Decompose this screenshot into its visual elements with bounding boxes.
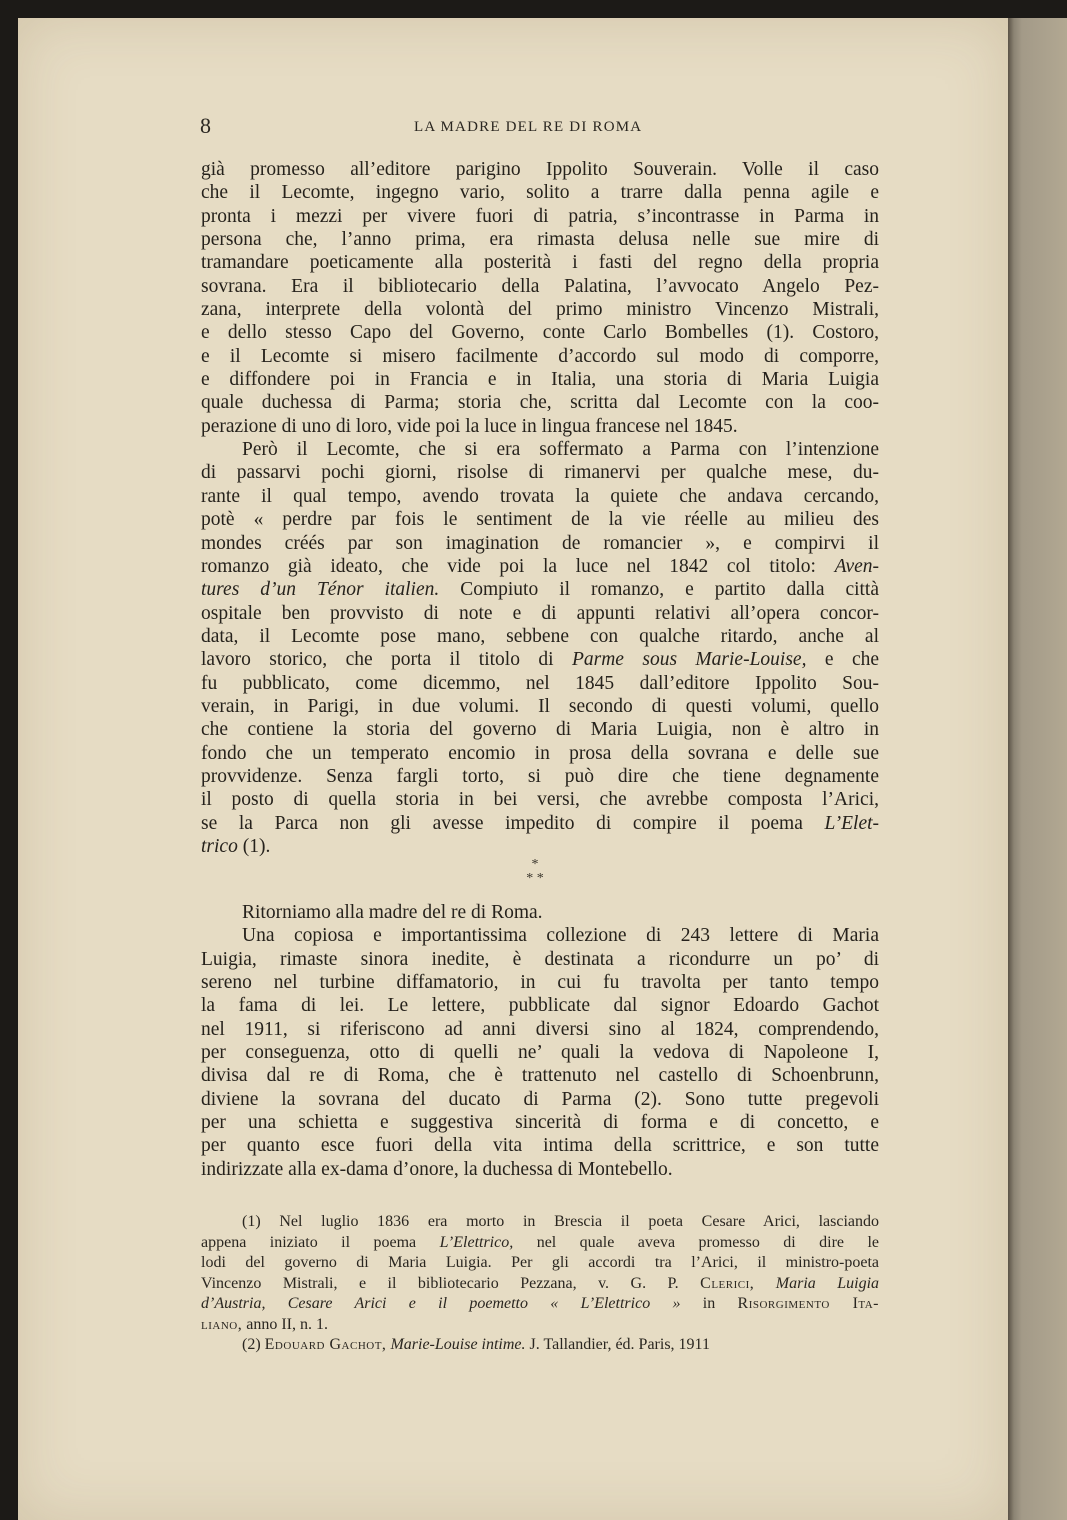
text-line: che contiene la storia del governo di Maria Luigia, non è altro in <box>201 719 879 741</box>
facing-page-edge <box>1008 18 1067 1520</box>
text-line: che il Lecomte, ingegno vario, solito a trarre dalla penna agile e <box>201 182 879 204</box>
asterism-top: * <box>531 857 539 872</box>
text-line <box>201 555 879 578</box>
text-segment: Compiuto il romanzo, e partito dalla città <box>460 579 880 601</box>
footnote-line: lodi del governo di Maria Luigia. Per gli accordi tra l’Arici, il ministro-poeta <box>201 1254 879 1271</box>
book-title: tures d’un Ténor italien. <box>201 579 440 601</box>
text-line <box>201 648 879 671</box>
footnote-number: (2) <box>242 1336 261 1353</box>
text-segment: se la Parca non gli avesse impedito di compire il poema <box>201 812 803 834</box>
text-line: fu pubblicato, come dicemmo, nel 1845 dall’editore Ippolito Sou- <box>201 672 879 694</box>
text-line: zana, interprete della volontà del primo ministro Vincenzo Mistrali, <box>201 299 879 321</box>
text-line: e il Lecomte si misero facilmente d’accordo sul modo di comporre, <box>201 345 879 367</box>
text-segment: romanzo già ideato, che vide poi la luce nel 1842 col titolo: <box>201 555 816 577</box>
journal-name: Risorgimento Ita- <box>737 1295 880 1312</box>
footnotes <box>201 1212 879 1356</box>
page-number: 8 <box>200 113 211 138</box>
text-line: Una copiosa e importantissima collezione di 243 lettere di Maria <box>242 925 879 947</box>
section-1 <box>201 158 879 858</box>
text-line: per conseguenza, otto di quelli ne’ quali la vedova di Napoleone I, <box>201 1042 879 1064</box>
text-segment: appena iniziato il poema <box>201 1233 417 1251</box>
poem-title: L’Elettrico, <box>439 1233 514 1251</box>
text-line: Luigia, rimaste sinora inedite, è destinata a ricondurre un po’ di <box>201 948 879 970</box>
text-segment: Vincenzo Mistrali, e il bibliotecario Pezzana, v. G. P. <box>201 1274 679 1292</box>
text-line: nel 1911, si riferiscono ad anni diversi sino al 1824, comprendendo, <box>201 1018 879 1040</box>
text-line: potè « perdre par fois le sentiment de la vie réelle au milieu des <box>201 509 879 531</box>
footnote-line <box>201 1335 879 1356</box>
journal-name: liano, <box>201 1315 243 1333</box>
text-line <box>201 812 879 835</box>
text-line: la fama di lei. Le lettere, pubblicate dal signor Edoardo Gachot <box>201 995 879 1017</box>
footnote-line <box>201 1274 879 1295</box>
running-head: LA MADRE DEL RE DI ROMA <box>414 119 643 135</box>
section-2 <box>201 901 879 1181</box>
text-segment: J. Tallandier, éd. Paris, 1911 <box>529 1336 710 1353</box>
text-line: pronta i mezzi per vivere fuori di patria, s’incontrasse in Parma in <box>201 205 879 227</box>
book-title: d’Austria, Cesare Arici e il poemetto « L’Elettrico » <box>201 1295 681 1312</box>
text-line: provvidenze. Senza fargli torto, si può dire che tiene degnamente <box>201 765 879 787</box>
text-line: data, il Lecomte pose mano, sebbene con qualche ritardo, anche al <box>201 625 879 647</box>
text-line: rante il qual tempo, avendo trovata la quiete che andava cercando, <box>201 485 879 507</box>
author-name: Edouard Gachot, <box>264 1336 387 1353</box>
text-line: sereno nel turbine diffamatorio, in cui fu travolta per tanto tempo <box>201 972 879 994</box>
book-title: Marie-Louise intime. <box>390 1336 526 1353</box>
text-line <box>201 578 879 601</box>
book-title: Parme sous Marie-Louise, <box>571 649 807 671</box>
text-line: Ritorniamo alla madre del re di Roma. <box>242 902 543 923</box>
text-line: diviene la sovrana del ducato di Parma (2). Sono tutte pregevoli <box>201 1088 879 1110</box>
page-header <box>200 114 880 138</box>
footnote-line <box>201 1233 879 1254</box>
text-line: fondo che un temperato encomio in prosa della sovrana e delle sue <box>201 742 879 764</box>
book-title: Maria Luigia <box>775 1274 880 1292</box>
text-line <box>201 835 879 858</box>
text-line: per quanto esce fuori della vita intima della scrittrice, e son tutte <box>201 1135 879 1157</box>
footnote-line: (1) Nel luglio 1836 era morto in Brescia il poeta Cesare Arici, lasciando <box>242 1213 879 1230</box>
book-title: Aven- <box>834 555 880 577</box>
text-segment: nel quale aveva promesso di dire le <box>536 1233 880 1251</box>
poem-title: L’Elet- <box>824 812 880 834</box>
text-line: verain, in Parigi, in due volumi. Il secondo di questi volumi, quello <box>201 695 879 717</box>
text-line: persona che, l’anno prima, era rimasta delusa nelle sue mire di <box>201 229 879 251</box>
text-line: sovrana. Era il bibliotecario della Palatina, l’avvocato Angelo Pez- <box>201 275 879 297</box>
text-line: e dello stesso Capo del Governo, conte Carlo Bombelles (1). Costoro, <box>201 322 879 344</box>
text-line: indirizzate alla ex-dama d’onore, la duchessa di Montebello. <box>201 1158 673 1180</box>
text-line: ospitale ben provvisto di note e di appunti relativi all’opera concor- <box>201 602 879 624</box>
text-line: di passarvi pochi giorni, risolse di rimanervi per qualche mese, du- <box>201 462 879 484</box>
text-line: divisa dal re di Roma, che è trattenuto nel castello di Schoenbrunn, <box>201 1065 879 1087</box>
poem-title: trico <box>201 835 238 857</box>
text-segment: lavoro storico, che porta il titolo di <box>201 649 554 671</box>
text-line: Però il Lecomte, che si era soffermato a Parma con l’intenzione <box>242 439 879 461</box>
text-line: il posto di quella storia in bei versi, che avrebbe composta l’Arici, <box>201 789 879 811</box>
text-line: perazione di uno di loro, vide poi la luce in lingua francese nel 1845. <box>201 415 738 437</box>
text-line: tramandare poeticamente alla posterità i fasti del regno della propria <box>201 252 879 274</box>
text-line: e diffondere poi in Francia e in Italia, una storia di Maria Luigia <box>201 369 879 391</box>
text-segment: in <box>702 1295 716 1312</box>
footnote-line <box>201 1315 879 1336</box>
text-line: già promesso all’editore parigino Ippolito Souverain. Volle il caso <box>201 159 879 180</box>
text-segment: e che <box>824 649 880 671</box>
author-name: Clerici, <box>700 1274 755 1292</box>
text-line: quale duchessa di Parma; storia che, scritta dal Lecomte con la coo- <box>201 392 879 414</box>
text-line: per una schietta e suggestiva sincerità di forma e di concetto, e <box>201 1112 879 1134</box>
asterism-bottom: * * <box>526 871 544 886</box>
footnote-ref: (1). <box>242 835 271 857</box>
section-break-asterism <box>510 858 560 898</box>
text-segment: anno II, n. 1. <box>246 1315 328 1333</box>
footnote-line <box>201 1294 879 1315</box>
text-line: mondes créés par son imagination de romancier », e compirvi il <box>201 532 879 554</box>
